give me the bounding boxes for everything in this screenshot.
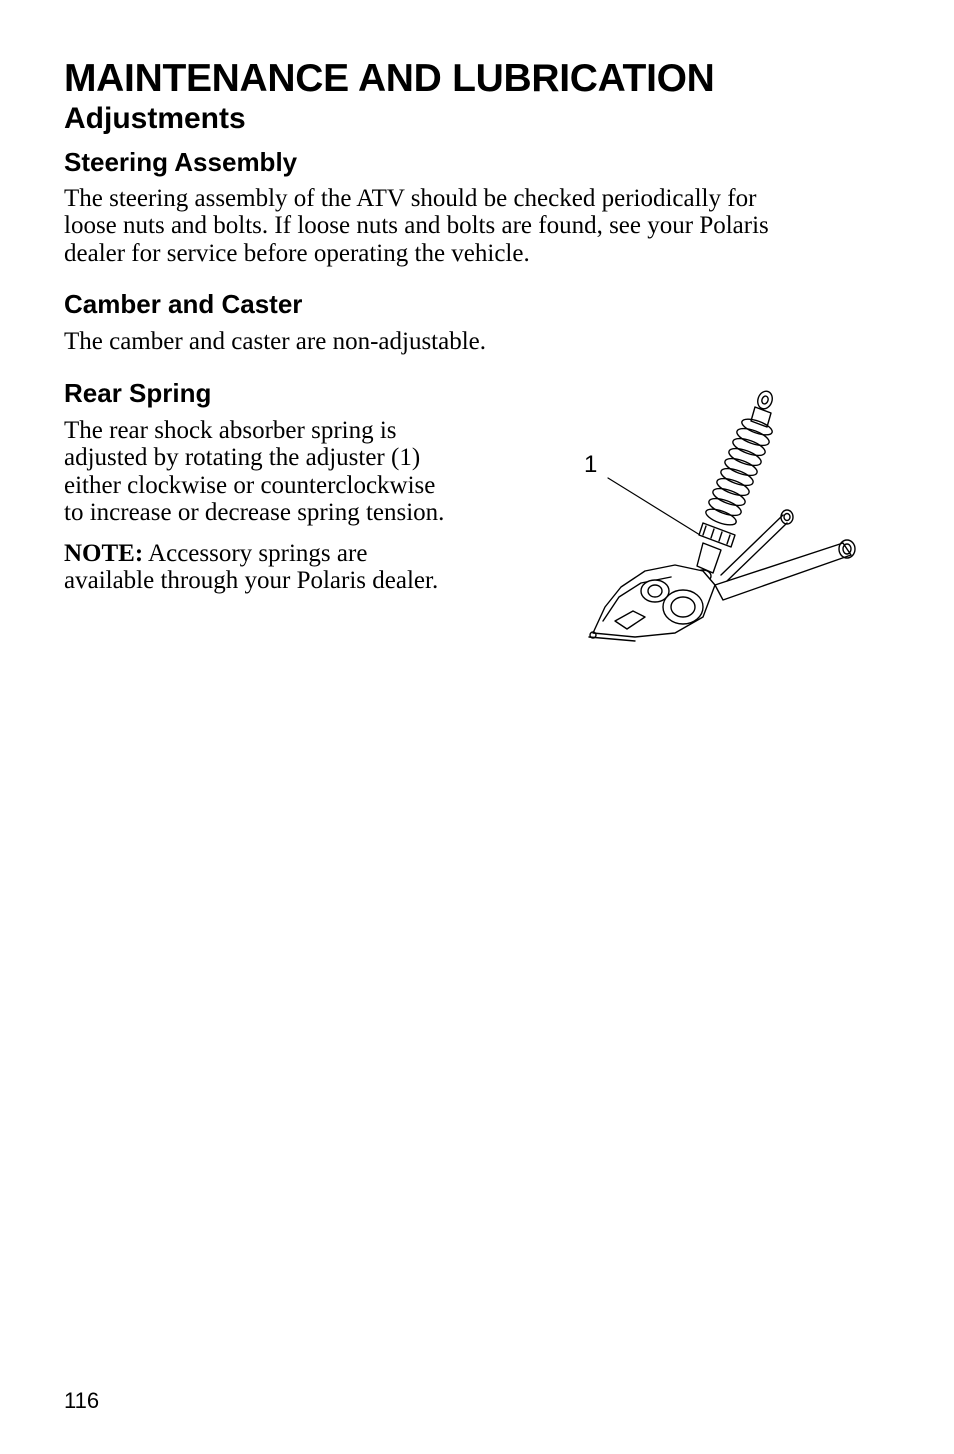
text-line: dealer for service before operating the vehicle.	[64, 239, 530, 267]
camber-paragraph	[64, 328, 486, 355]
coil-spring	[704, 416, 774, 528]
steering-paragraph	[64, 185, 769, 267]
shock-absorber	[695, 389, 775, 582]
text-line: loose nuts and bolts. If loose nuts and bolts are found, see your Polaris	[64, 212, 769, 240]
rear-spring-paragraph	[64, 417, 444, 526]
text-line: available through your Polaris dealer.	[64, 567, 439, 595]
rear-spring-heading: Rear Spring	[64, 378, 212, 408]
page-number: 116	[64, 1388, 100, 1413]
text-line: either clockwise or counterclockwise	[64, 471, 436, 499]
steering-heading: Steering Assembly	[64, 147, 298, 177]
callout-label: 1	[584, 451, 598, 478]
text-line: adjusted by rotating the adjuster (1)	[64, 444, 421, 472]
section-title: Adjustments	[64, 102, 246, 135]
text-line: The rear shock absorber spring is	[64, 417, 397, 444]
text-line: The camber and caster are non-adjustable.	[64, 328, 487, 355]
camber-heading: Camber and Caster	[64, 289, 303, 319]
note-paragraph	[64, 540, 438, 595]
note-label: NOTE:	[64, 540, 144, 567]
text-line: The steering assembly of the ATV should be checked periodically for	[64, 185, 757, 212]
text-line	[64, 540, 438, 567]
note-text: Accessory springs are	[143, 540, 368, 567]
page-title: MAINTENANCE AND LUBRICATION	[64, 57, 715, 100]
leader-line	[608, 478, 700, 535]
rear-shock-illustration	[575, 385, 865, 650]
text-line: to increase or decrease spring tension.	[64, 498, 445, 526]
